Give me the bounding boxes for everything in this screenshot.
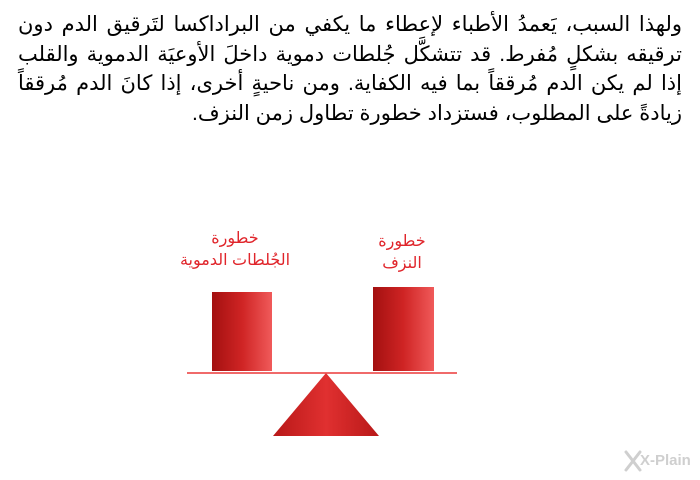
x-plain-logo [624, 445, 700, 477]
fulcrum-triangle [271, 371, 381, 437]
blood-clot-risk-label-line1: خطورة [211, 230, 259, 247]
x-plain-logo-text: X-Plain [640, 452, 691, 469]
explanation-paragraph: ولهذا السبب، يَعمدُ الأطباء لإعطاء ما يكفي من البراداكسا لتَرقيق الدم دون ترقيقه بشكلٍ مُفرط. قد تتشكَّل جُلطات دموية داخلَ الأوعيَة الدموية والقلب إذا لم يكن الدم مُرققاً بما فيه الكفاية. ومن ناحيةٍ أخرى، إذا كانَ الدم مُرققاً زيادةً على المطلوب، فستزداد خطورة تطاول زمن النزف. [18, 13, 682, 125]
bleeding-risk-label-line2: النزف [382, 255, 422, 272]
blood-clot-risk-weight [212, 292, 272, 371]
blood-clot-risk-label-line2: الجُلطات الدموية [179, 252, 291, 269]
bleeding-risk-label [343, 231, 461, 275]
bleeding-risk-label-line1: خطورة [378, 233, 426, 250]
bleeding-risk-weight [373, 287, 434, 371]
blood-clot-risk-label [160, 228, 310, 272]
